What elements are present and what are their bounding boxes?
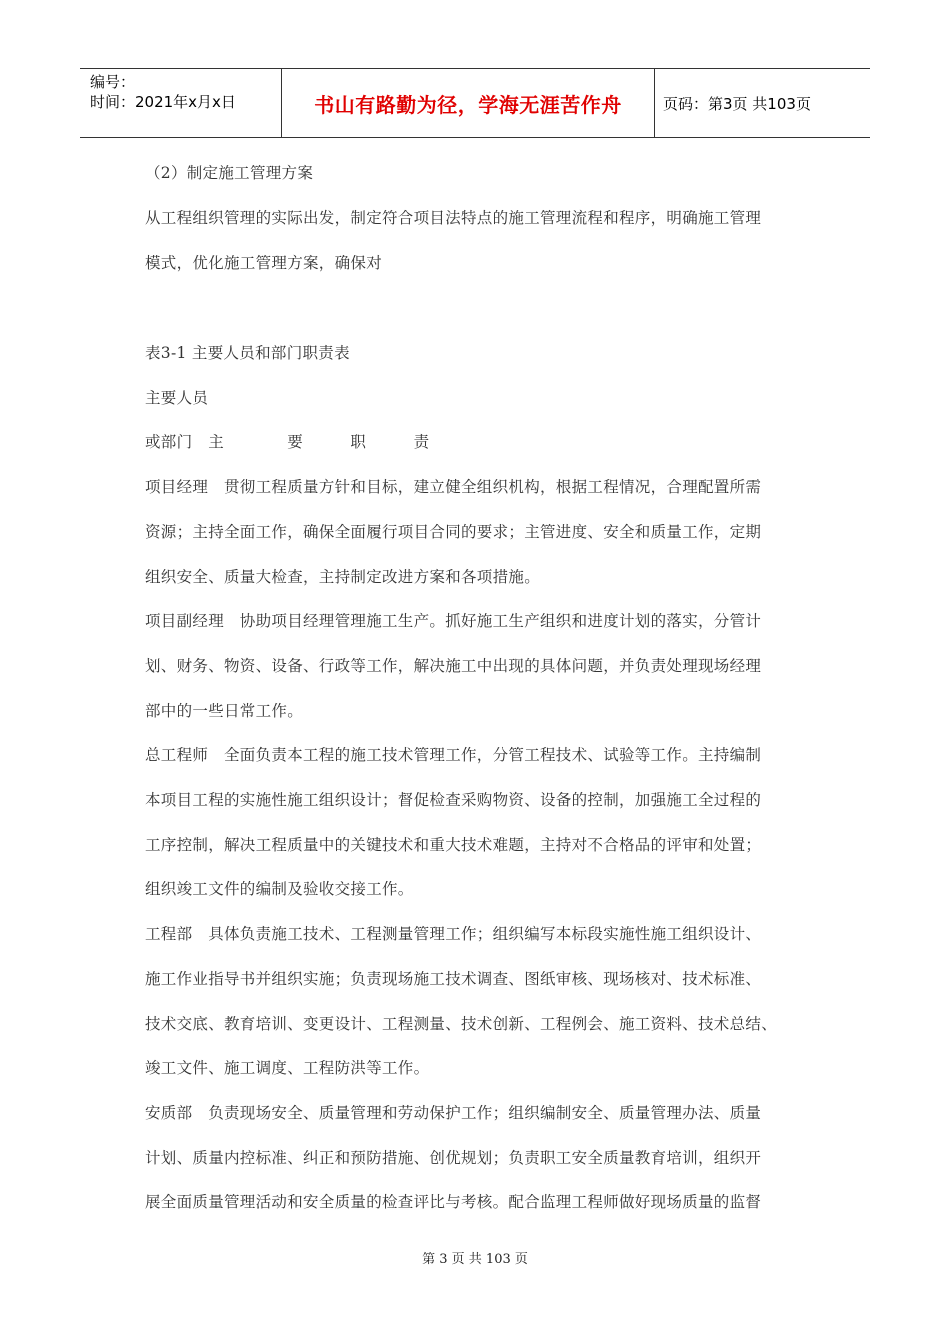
paragraph-line: 竣工文件、施工调度、工程防洪等工作。 xyxy=(145,1059,430,1077)
paragraph-line: 安质部 负责现场安全、质量管理和劳动保护工作；组织编制安全、质量管理办法、质量 xyxy=(145,1104,762,1122)
table-header: 主要人员 xyxy=(145,389,209,407)
paragraph-line: 组织安全、质量大检查，主持制定改进方案和各项措施。 xyxy=(145,568,541,586)
header-motto-cell xyxy=(282,69,655,137)
serial-label: 编号： xyxy=(90,73,136,91)
table-header: 或部门 主 要 职 责 xyxy=(145,433,430,451)
page-code: 页码：第3页 共103页 xyxy=(663,94,811,113)
table-caption: 表3-1 主要人员和部门职责表 xyxy=(145,344,350,362)
paragraph-line: 工程部 具体负责施工技术、工程测量管理工作；组织编写本标段实施性施工组织设计、 xyxy=(145,925,762,943)
header-page-cell xyxy=(655,69,870,137)
paragraph-line: 总工程师 全面负责本工程的施工技术管理工作，分管工程技术、试验等工作。主持编制 xyxy=(145,746,762,764)
page-header xyxy=(80,68,870,138)
section-heading: （2）制定施工管理方案 xyxy=(145,164,314,182)
paragraph-line: 工序控制，解决工程质量中的关键技术和重大技术难题，主持对不合格品的评审和处置； xyxy=(145,836,762,854)
paragraph-line: 从工程组织管理的实际出发，制定符合项目法特点的施工管理流程和程序，明确施工管理 xyxy=(145,209,762,227)
date-label: 时间：2021年x月x日 xyxy=(90,93,236,111)
paragraph-line: 计划、质量内控标准、纠正和预防措施、创优规划；负责职工安全质量教育培训，组织开 xyxy=(145,1149,762,1167)
paragraph-line: 项目经理 贯彻工程质量方针和目标，建立健全组织机构，根据工程情况，合理配置所需 xyxy=(145,478,762,496)
paragraph-line: 本项目工程的实施性施工组织设计；督促检查采购物资、设备的控制，加强施工全过程的 xyxy=(145,791,762,809)
paragraph-line: 部中的一些日常工作。 xyxy=(145,702,304,720)
paragraph-line: 资源；主持全面工作，确保全面履行项目合同的要求；主管进度、安全和质量工作，定期 xyxy=(145,523,762,541)
paragraph-line: 项目副经理 协助项目经理管理施工生产。抓好施工生产组织和进度计划的落实，分管计 xyxy=(145,612,762,630)
paragraph-line: 模式，优化施工管理方案，确保对 xyxy=(145,254,383,272)
paragraph-line: 组织竣工文件的编制及验收交接工作。 xyxy=(145,880,414,898)
motto: 书山有路勤为径，学海无涯苦作舟 xyxy=(314,92,622,117)
header-info-cell xyxy=(80,69,282,137)
paragraph-line: 技术交底、教育培训、变更设计、工程测量、技术创新、工程例会、施工资料、技术总结、 xyxy=(145,1015,778,1033)
paragraph-line: 施工作业指导书并组织实施；负责现场施工技术调查、图纸审核、现场核对、技术标准、 xyxy=(145,970,762,988)
paragraph-line: 展全面质量管理活动和安全质量的检查评比与考核。配合监理工程师做好现场质量的监督 xyxy=(145,1193,762,1211)
paragraph-line: 划、财务、物资、设备、行政等工作，解决施工中出现的具体问题，并负责处理现场经理 xyxy=(145,657,762,675)
page-footer: 第 3 页 共 103 页 xyxy=(422,1252,528,1267)
